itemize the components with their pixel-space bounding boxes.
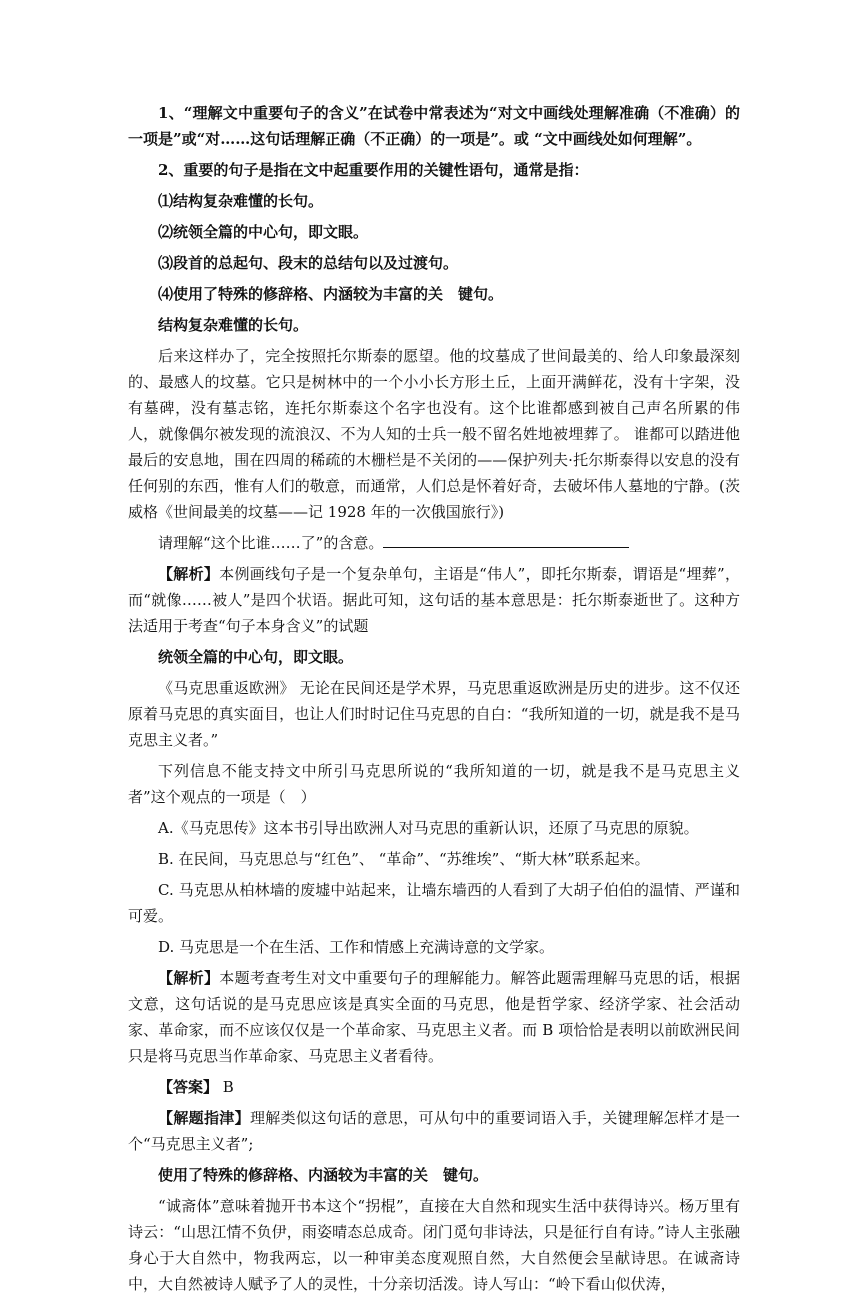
paragraph-text: C. 马克思从柏林墙的废墟中站起来，让墙东墙西的人看到了大胡子伯伯的温情、严谨和可爱。 [128, 881, 740, 925]
paragraph-text: ⑷使用了特殊的修辞格、内涵较为丰富的关 键句。 [158, 285, 504, 303]
paragraph-label: 【解析】 [158, 565, 220, 583]
paragraph-p9 [128, 530, 740, 556]
paragraph-p11 [128, 644, 740, 670]
paragraph-label: 【解析】 [158, 969, 220, 987]
paragraph-p14 [128, 815, 740, 841]
paragraph-text: 2、重要的句子是指在文中起重要作用的关键性语句，通常是指： [158, 161, 589, 179]
paragraph-text: 请理解“这个比谁……了”的含意。 [158, 534, 384, 552]
paragraph-text: 使用了特殊的修辞格、内涵较为丰富的关 键句。 [158, 1166, 489, 1184]
paragraph-text: B [218, 1078, 234, 1096]
paragraph-p1 [128, 100, 740, 152]
document-body [128, 100, 740, 1297]
paragraph-p8 [128, 343, 740, 525]
paragraph-text: ⑴结构复杂难懂的长句。 [158, 192, 324, 210]
paragraph-label: 【答案】 [158, 1078, 219, 1096]
paragraph-text: 后来这样办了，完全按照托尔斯泰的愿望。他的坟墓成了世间最美的、给人印象最深刻的、最感人的坟墓。它只是树林中的一个小小长方形土丘，上面开满鲜花，没有十字架，没有墓碑，没有墓志铭，连托尔斯泰这个名字也没有。这个比谁都感到被自己声名所累的伟人，就像偶尔被发现的流浪汉、不为人知的士兵一般不留名姓地被埋葬了。 谁都可以踏进他最后的安息地，围在四周的稀疏的木栅栏是不关闭的——保护列夫·托尔斯泰得以安息的没有任何别的东西，惟有人们的敬意，而通常，人们总是怀着好奇，去破坏伟人墓地的宁静。(茨威格《世间最美的坟墓——记 1928 年的一次俄国旅行》) [128, 347, 740, 521]
paragraph-text: 统领全篇的中心句，即文眼。 [158, 648, 354, 666]
paragraph-p19 [128, 1074, 740, 1100]
paragraph-p21 [128, 1162, 740, 1188]
paragraph-p7 [128, 312, 740, 338]
paragraph-p6 [128, 281, 740, 307]
paragraph-p13 [128, 758, 740, 810]
paragraph-p4 [128, 219, 740, 245]
answer-blank-line[interactable] [383, 533, 629, 548]
paragraph-p5 [128, 250, 740, 276]
paragraph-text: 《马克思重返欧洲》 无论在民间还是学术界，马克思重返欧洲是历史的进步。这不仅还原着马克思的真实面目，也让人们时时记住马克思的自白：“我所知道的一切，就是我不是马克思主义者。” [128, 679, 740, 749]
paragraph-text: ⑵统领全篇的中心句，即文眼。 [158, 223, 369, 241]
paragraph-text: “诚斋体”意味着抛开书本这个“拐棍”，直接在大自然和现实生活中获得诗兴。杨万里有诗云：“山思江情不负伊，雨姿晴态总成奇。闭门觅句非诗法，只是征行自有诗。”诗人主张融身心于大自然中，物我两忘，以一种审美态度观照自然，大自然便会呈献诗思。在诚斋诗中，大自然被诗人赋予了人的灵性，十分亲切活泼。诗人写山：“岭下看山似伏涛， [128, 1197, 740, 1293]
paragraph-p3 [128, 188, 740, 214]
paragraph-text: 本例画线句子是一个复杂单句，主语是“伟人”，即托尔斯泰，谓语是“埋葬”，而“就像……被人”是四个状语。据此可知，这句话的基本意思是：托尔斯泰逝世了。这种方法适用于考查“句子本身含义”的试题 [128, 565, 740, 635]
paragraph-p18 [128, 965, 740, 1069]
paragraph-text: B. 在民间，马克思总与“红色”、 “革命”、“苏维埃”、“斯大林”联系起来。 [158, 850, 650, 868]
paragraph-p12 [128, 675, 740, 753]
paragraph-text: 下列信息不能支持文中所引马克思所说的“我所知道的一切，就是我不是马克思主义者”这个观点的一项是（ ） [128, 762, 740, 806]
paragraph-p2 [128, 157, 740, 183]
paragraph-text: D. 马克思是一个在生活、工作和情感上充满诗意的文学家。 [158, 938, 555, 956]
paragraph-text: 结构复杂难懂的长句。 [158, 316, 309, 334]
paragraph-text: ⑶段首的总起句、段末的总结句以及过渡句。 [158, 254, 459, 272]
paragraph-p22 [128, 1193, 740, 1297]
paragraph-p17 [128, 934, 740, 960]
paragraph-p20 [128, 1105, 740, 1157]
paragraph-text: 理解类似这句话的意思，可从句中的重要词语入手，关键理解怎样才是一个“马克思主义者”; [128, 1109, 740, 1153]
paragraph-label: 【解题指津】 [158, 1109, 250, 1127]
paragraph-text: 1、“理解文中重要句子的含义”在试卷中常表述为“对文中画线处理解准确（不准确）的一项是”或“对……这句话理解正确（不正确）的一项是”。或 “文中画线处如何理解”。 [128, 104, 740, 148]
paragraph-p16 [128, 877, 740, 929]
paragraph-p10 [128, 561, 740, 639]
paragraph-text: 本题考查考生对文中重要句子的理解能力。解答此题需理解马克思的话，根据文意，这句话说的是马克思应该是真实全面的马克思，他是哲学家、经济学家、社会活动家、革命家，而不应该仅仅是一个革命家、马克思主义者。而 B 项恰恰是表明以前欧洲民间只是将马克思当作革命家、马克思主义者看待。 [128, 969, 740, 1065]
paragraph-text: A.《马克思传》这本书引导出欧洲人对马克思的重新认识，还原了马克思的原貌。 [158, 819, 699, 837]
paragraph-p15 [128, 846, 740, 872]
